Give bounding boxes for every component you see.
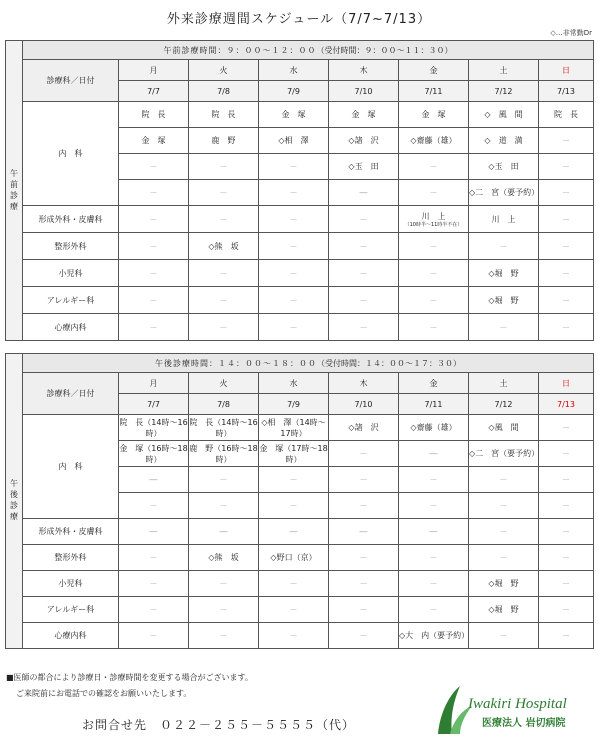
date-header: 7/11 [399, 81, 469, 102]
schedule-cell: ◇堀 野 [469, 571, 539, 597]
schedule-cell: ◇二 宮（要予約） [469, 180, 539, 206]
day-header: 火 [189, 60, 259, 81]
dept-label: 整形外科 [23, 545, 119, 571]
schedule-cell: － [119, 260, 189, 287]
schedule-cell: － [189, 206, 259, 233]
schedule-cell: 鹿 野（16時～18時） [189, 441, 259, 467]
date-header: 7/7 [119, 394, 189, 415]
schedule-cell: － [119, 571, 189, 597]
session-hours: 午前診療時間：９：００～１２：００ [163, 45, 317, 55]
schedule-cell: － [329, 206, 399, 233]
schedule-cell: － [469, 467, 539, 493]
schedule-cell: － [329, 441, 399, 467]
page-title: 外来診療週間スケジュール（7/7~7/13） [166, 12, 432, 27]
schedule-cell: － [189, 314, 259, 341]
schedule-cell: － [399, 287, 469, 314]
schedule-cell: － [469, 545, 539, 571]
legend-note: ◇…非常勤Dr [550, 29, 592, 37]
dept-label: アレルギー科 [23, 597, 119, 623]
dept-date-label: 診療科／日付 [23, 373, 119, 415]
schedule-cell: － [259, 314, 329, 341]
schedule-cell: － [329, 467, 399, 493]
schedule-cell: 金 塚（16時～18時） [119, 441, 189, 467]
schedule-cell: － [259, 597, 329, 623]
schedule-cell: － [329, 571, 399, 597]
session-header [23, 41, 594, 60]
schedule-cell: － [259, 287, 329, 314]
schedule-cell: － [189, 287, 259, 314]
schedule-cell: － [119, 180, 189, 206]
reception-hours: （受付時間：１４：００～１７：３０） [317, 358, 461, 368]
schedule-cell: － [399, 467, 469, 493]
schedule-cell: － [119, 287, 189, 314]
schedule-cell: － [469, 623, 539, 649]
schedule-cell: － [399, 180, 469, 206]
schedule-cell: 院 長 [189, 102, 259, 128]
schedule-cell: ― [329, 180, 399, 206]
date-header: 7/12 [469, 81, 539, 102]
schedule-cell: － [399, 314, 469, 341]
date-header: 7/13 [539, 394, 594, 415]
day-header: 月 [119, 60, 189, 81]
schedule-cell: － [119, 597, 189, 623]
day-header: 土 [469, 373, 539, 394]
doctor-name: 川 上 [421, 211, 446, 221]
hospital-logo [430, 682, 590, 737]
session-hours: 午後診療時間：１４：００～１８：００ [155, 358, 317, 368]
footer-note-1: ■医師の都合により診療日・診療時間を変更する場合がございます。 [6, 673, 253, 682]
day-header: 金 [399, 60, 469, 81]
schedule-cell: ◇諸 沢 [329, 128, 399, 154]
schedule-cell: － [399, 233, 469, 260]
day-header: 土 [469, 60, 539, 81]
schedule-cell: － [189, 493, 259, 519]
schedule-cell: ◇相 澤 [259, 128, 329, 154]
schedule-cell: － [329, 287, 399, 314]
schedule-cell: － [539, 571, 594, 597]
schedule-cell: － [469, 493, 539, 519]
schedule-cell: － [539, 128, 594, 154]
schedule-cell: － [119, 493, 189, 519]
schedule-cell: ― [119, 519, 189, 545]
schedule-cell: － [259, 154, 329, 180]
dept-label: 小児科 [23, 571, 119, 597]
schedule-cell: ◇相 澤（14時～17時） [259, 415, 329, 441]
schedule-cell: － [259, 260, 329, 287]
reception-hours: （受付時間：９：００～１１：３０） [316, 45, 453, 55]
schedule-cell: ◇諸 沢 [329, 415, 399, 441]
date-header: 7/9 [259, 394, 329, 415]
day-header: 月 [119, 373, 189, 394]
schedule-cell: － [189, 597, 259, 623]
schedule-cell: － [259, 623, 329, 649]
date-header: 7/8 [189, 394, 259, 415]
schedule-cell: 院 長（14時～16時） [189, 415, 259, 441]
schedule-cell: ― [259, 519, 329, 545]
date-header: 7/10 [329, 81, 399, 102]
schedule-cell: ◇熊 坂 [189, 233, 259, 260]
schedule-cell: － [259, 571, 329, 597]
date-header: 7/7 [119, 81, 189, 102]
session-side-label: 午後診療 [6, 354, 23, 649]
schedule-cell: － [189, 180, 259, 206]
schedule-cell: － [399, 571, 469, 597]
schedule-cell: － [539, 206, 594, 233]
schedule-cell: － [189, 571, 259, 597]
schedule-cell: － [399, 154, 469, 180]
afternoon-schedule-table [5, 353, 594, 649]
schedule-cell: 金 塚 [399, 102, 469, 128]
dept-label: アレルギー科 [23, 287, 119, 314]
dept-label: 形成外科・皮膚科 [23, 519, 119, 545]
schedule-cell: － [399, 597, 469, 623]
schedule-cell: － [329, 597, 399, 623]
schedule-cell: － [539, 519, 594, 545]
schedule-cell: 鹿 野 [189, 128, 259, 154]
schedule-cell: － [329, 493, 399, 519]
schedule-cell: ◇ 風 間 [469, 102, 539, 128]
schedule-cell: 金 塚 [259, 102, 329, 128]
schedule-cell: － [119, 233, 189, 260]
session-header [23, 354, 594, 373]
day-header: 日 [539, 373, 594, 394]
schedule-cell: － [399, 493, 469, 519]
schedule-cell: － [399, 545, 469, 571]
date-header: 7/11 [399, 394, 469, 415]
schedule-cell: － [259, 233, 329, 260]
schedule-cell: ― [119, 467, 189, 493]
date-header: 7/13 [539, 81, 594, 102]
schedule-cell: 金 塚 [119, 128, 189, 154]
schedule-cell: 金 塚（17時～18時） [259, 441, 329, 467]
day-header: 金 [399, 373, 469, 394]
schedule-cell: － [539, 415, 594, 441]
schedule-cell: － [469, 519, 539, 545]
schedule-cell: 金 塚 [329, 102, 399, 128]
date-header: 7/12 [469, 394, 539, 415]
schedule-cell: － [539, 441, 594, 467]
schedule-cell: － [539, 180, 594, 206]
schedule-cell: － [259, 467, 329, 493]
day-header: 木 [329, 373, 399, 394]
schedule-cell: ◇玉 田 [469, 154, 539, 180]
dept-naika: 内 科 [23, 415, 119, 519]
schedule-cell: ◇風 間 [469, 415, 539, 441]
schedule-cell: － [469, 314, 539, 341]
schedule-cell: － [189, 154, 259, 180]
schedule-cell: ◇熊 坂 [189, 545, 259, 571]
schedule-cell: ◇齋藤（雄） [399, 128, 469, 154]
schedule-cell: ― [189, 519, 259, 545]
schedule-cell: － [539, 154, 594, 180]
schedule-cell: － [539, 545, 594, 571]
schedule-cell: ◇堀 野 [469, 597, 539, 623]
schedule-cell: ― [399, 519, 469, 545]
schedule-cell: － [189, 260, 259, 287]
schedule-cell: － [119, 545, 189, 571]
schedule-cell: － [539, 233, 594, 260]
schedule-cell: － [539, 287, 594, 314]
day-header: 水 [259, 373, 329, 394]
schedule-cell: － [329, 233, 399, 260]
schedule-cell: ◇二 宮（要予約） [469, 441, 539, 467]
schedule-cell: － [329, 260, 399, 287]
schedule-cell: － [119, 623, 189, 649]
schedule-cell: － [259, 493, 329, 519]
logo-en: Iwakiri Hospital [468, 696, 567, 712]
schedule-cell: － [329, 314, 399, 341]
dept-naika: 内 科 [23, 102, 119, 206]
schedule-cell: － [539, 467, 594, 493]
schedule-cell: ◇ 道 満 [469, 128, 539, 154]
day-header: 水 [259, 60, 329, 81]
schedule-cell: 院 長 [119, 102, 189, 128]
absence-note: （10時半～11時半不在） [404, 221, 463, 228]
date-header: 7/8 [189, 81, 259, 102]
schedule-cell: － [119, 314, 189, 341]
schedule-cell: ◇堀 野 [469, 260, 539, 287]
day-header: 火 [189, 373, 259, 394]
schedule-cell: － [259, 180, 329, 206]
schedule-cell: － [539, 493, 594, 519]
schedule-cell: ◇玉 田 [329, 154, 399, 180]
schedule-cell: － [119, 206, 189, 233]
session-side-label: 午前診療 [6, 41, 23, 341]
schedule-cell: － [539, 260, 594, 287]
date-header: 7/9 [259, 81, 329, 102]
schedule-cell: － [539, 597, 594, 623]
schedule-cell: － [329, 545, 399, 571]
schedule-cell: ― [329, 519, 399, 545]
footer-note-2: ご来院前にお電話での確認をお願いいたします。 [16, 689, 192, 698]
schedule-cell: 川 上 [469, 206, 539, 233]
logo-jp: 医療法人 岩切病院 [482, 718, 566, 729]
schedule-cell: － [539, 314, 594, 341]
schedule-cell: － [259, 206, 329, 233]
schedule-cell: － [399, 260, 469, 287]
schedule-cell: － [119, 154, 189, 180]
dept-label: 整形外科 [23, 233, 119, 260]
day-header: 木 [329, 60, 399, 81]
schedule-cell: ◇野口（京） [259, 545, 329, 571]
schedule-cell: － [469, 233, 539, 260]
dept-label: 小児科 [23, 260, 119, 287]
schedule-cell [399, 206, 469, 233]
schedule-cell: － [189, 623, 259, 649]
dept-label: 心療内科 [23, 314, 119, 341]
schedule-cell: － [189, 467, 259, 493]
schedule-cell: ◇齋藤（雄） [399, 415, 469, 441]
dept-label: 形成外科・皮膚科 [23, 206, 119, 233]
morning-schedule-table [5, 40, 594, 341]
schedule-cell: 院 長（14時～16時） [119, 415, 189, 441]
dept-label: 心療内科 [23, 623, 119, 649]
date-header: 7/10 [329, 394, 399, 415]
contact-phone: お問合せ先 ０２２－２５５－５５５５（代） [82, 718, 356, 732]
schedule-cell: － [539, 623, 594, 649]
schedule-cell: ◇大 内（要予約） [399, 623, 469, 649]
schedule-cell: ― [399, 441, 469, 467]
dept-date-label: 診療科／日付 [23, 60, 119, 102]
schedule-cell: 院 長 [539, 102, 594, 128]
schedule-cell: － [329, 623, 399, 649]
day-header: 日 [539, 60, 594, 81]
schedule-cell: ◇堀 野 [469, 287, 539, 314]
